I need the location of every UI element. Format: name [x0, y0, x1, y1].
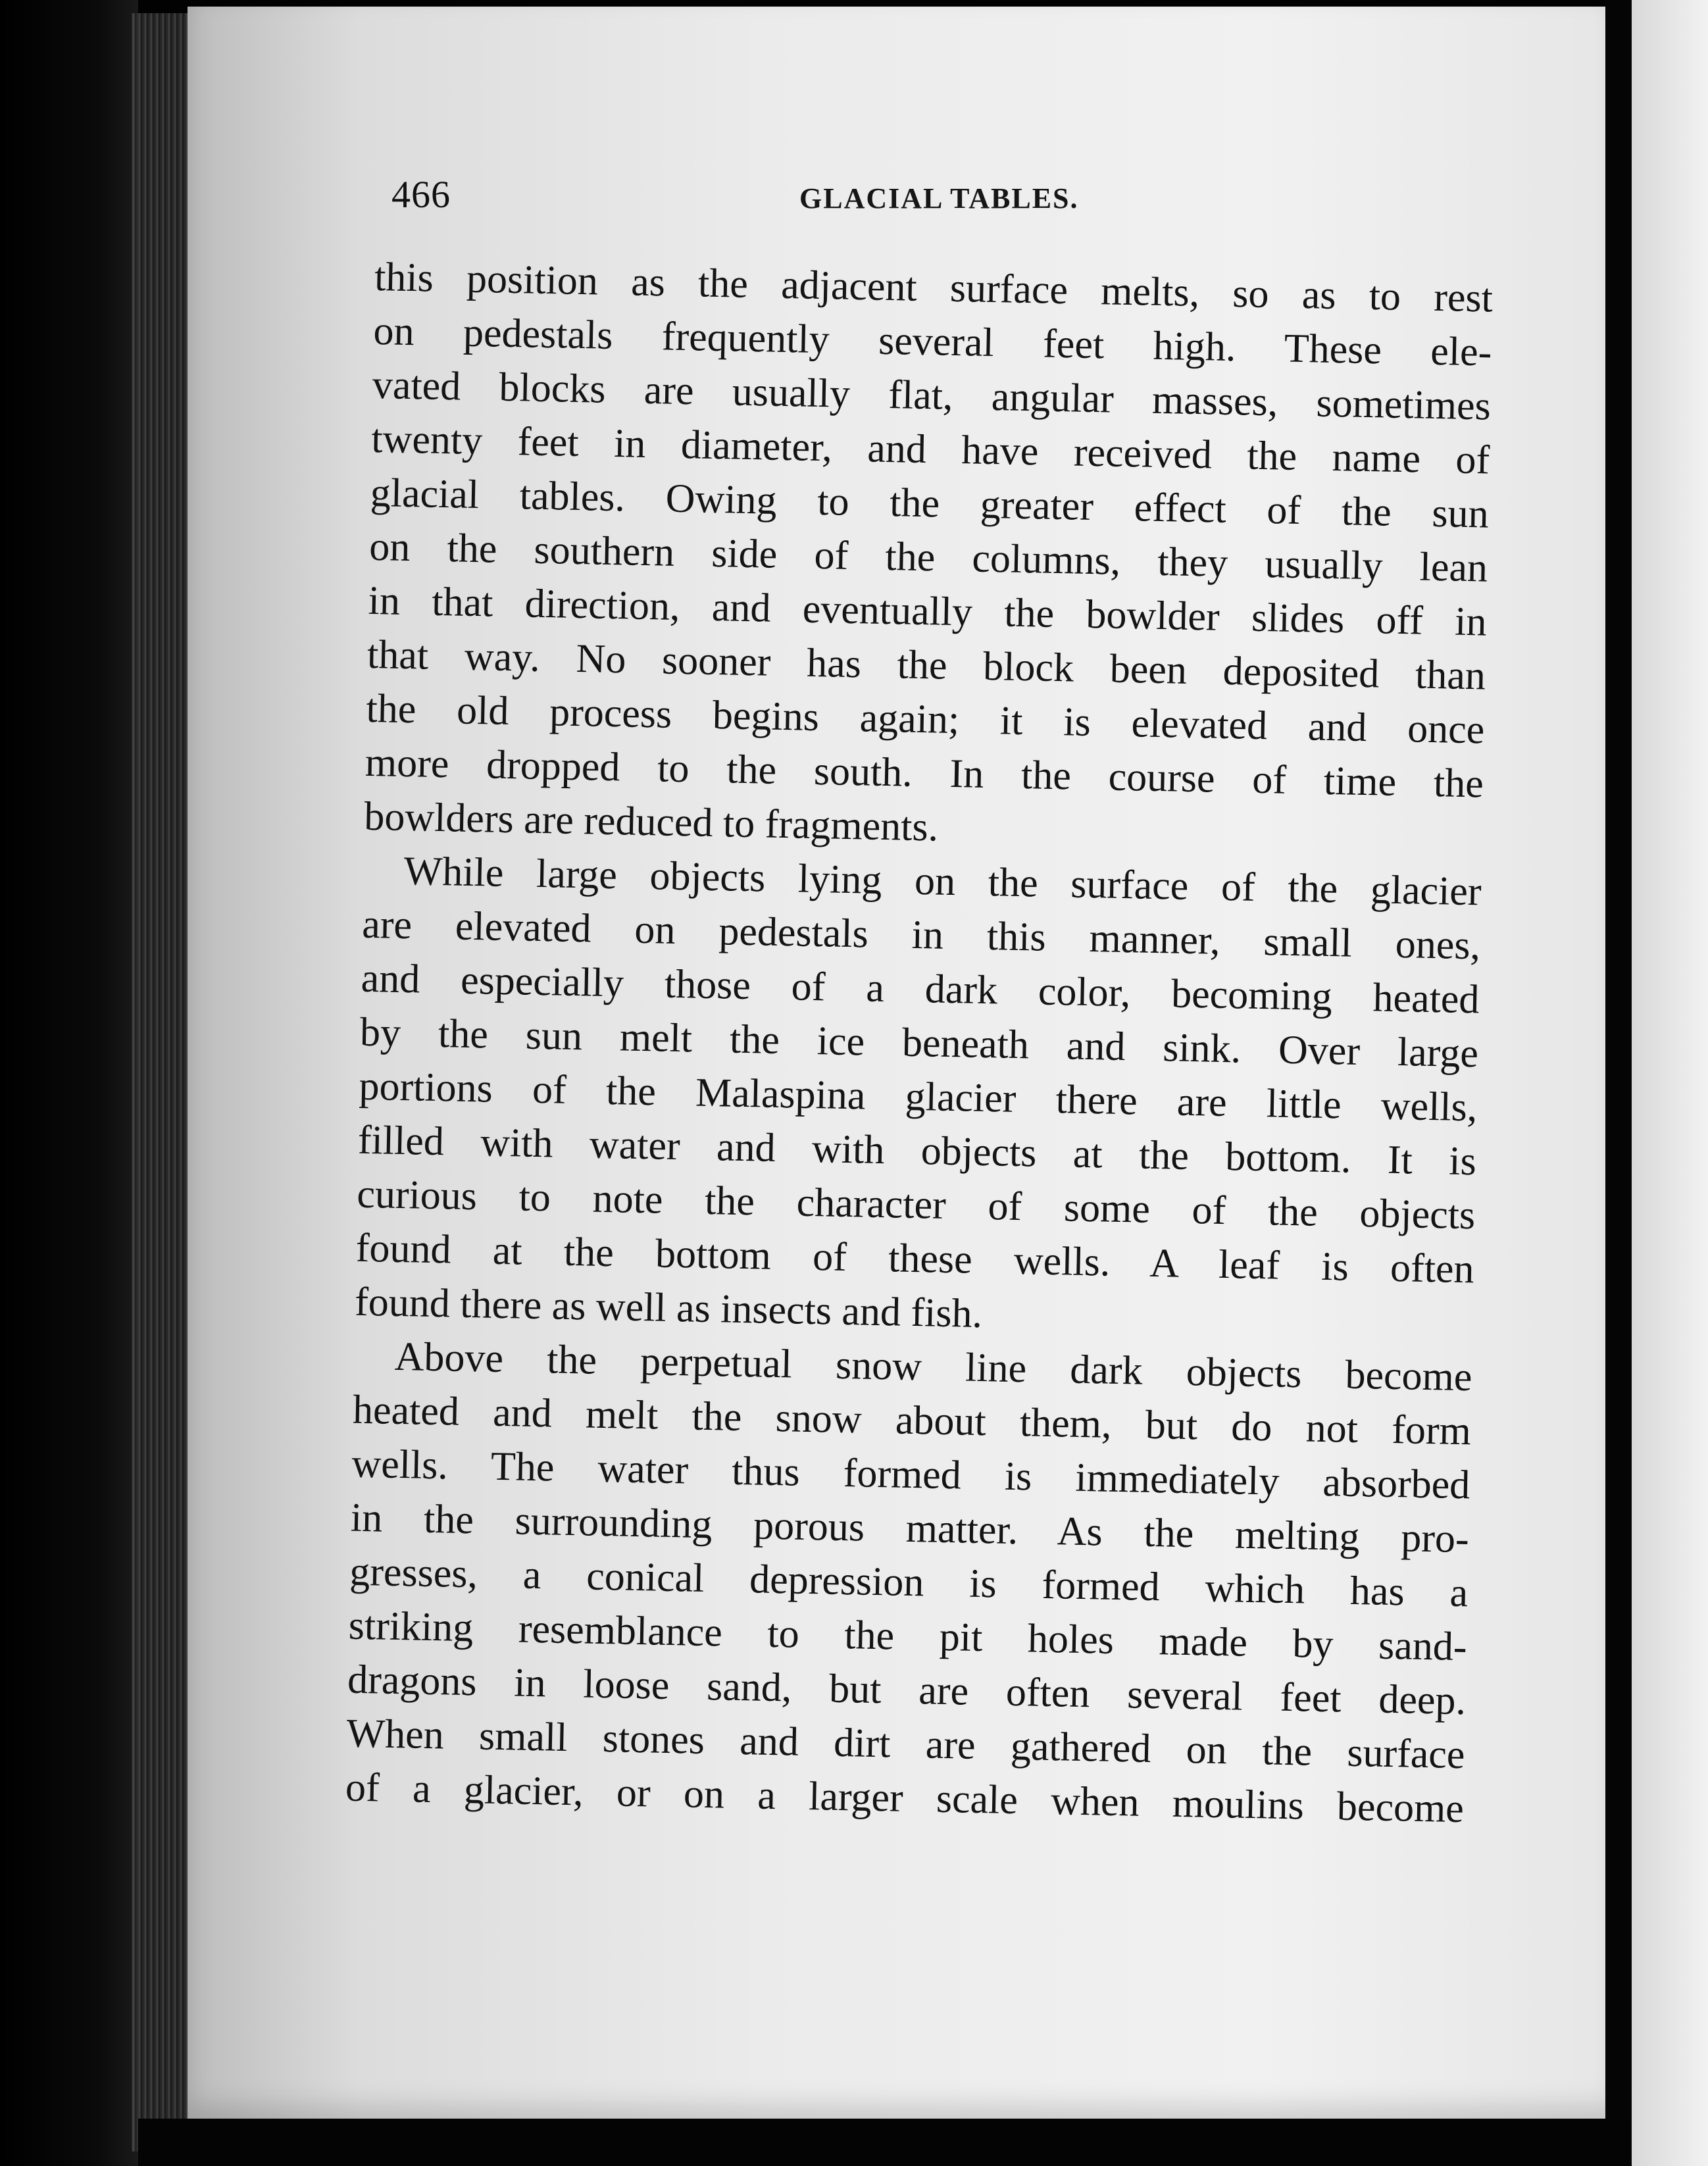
page-number: 466 — [391, 173, 451, 216]
text-line: gresses, a conical depression is formed which has a — [349, 1549, 1469, 1616]
text-line: in the surrounding porous matter. As the melting pro- — [350, 1495, 1470, 1562]
text-line: by the sun melt the ice beneath and sink. Over large — [359, 1009, 1479, 1076]
text-line: wells. The water thus formed is immediately absorbed — [351, 1441, 1470, 1508]
text-line: in that direction, and eventually the bowlder slides off in — [368, 578, 1488, 645]
adjacent-page-edge — [1632, 0, 1708, 2166]
book-gutter-shadow — [0, 0, 138, 2166]
text-line: on the southern side of the columns, they usually lean — [368, 524, 1488, 591]
paragraph-1 — [364, 250, 1494, 865]
text-line: dragons in loose sand, but are often several feet deep. — [347, 1657, 1467, 1724]
text-line: portions of the Malaspina glacier there are little wells, — [358, 1063, 1478, 1130]
text-line: of a glacier, or on a larger scale when moulins become — [345, 1765, 1465, 1832]
page-stack-edges — [132, 13, 191, 2152]
text-line: glacial tables. Owing to the greater effect of the sun — [370, 470, 1490, 537]
text-line: more dropped to the south. In the course of time the — [364, 740, 1484, 807]
text-line: filled with water and with objects at the bottom. It is — [357, 1117, 1477, 1184]
text-line: twenty feet in diameter, and have received the name of — [370, 416, 1490, 483]
running-title: GLACIAL TABLES. — [799, 182, 1079, 214]
text-line: vated blocks are usually flat, angular masses, sometimes — [372, 362, 1492, 429]
text-line: While large objects lying on the surface of the glacier — [403, 849, 1482, 915]
text-line: this position as the adjacent surface melts, so as to rest — [374, 254, 1494, 321]
page-fold-shadow — [1605, 0, 1632, 2166]
running-header — [391, 172, 1457, 232]
text-line: When small stones and dirt are gathered on the surface — [346, 1711, 1466, 1778]
text-line: striking resemblance to the pit holes made by sand- — [348, 1603, 1468, 1670]
text-line: heated and melt the snow about them, but do not form — [352, 1387, 1472, 1454]
bottom-shadow — [138, 2119, 1632, 2166]
text-line: curious to note the character of some of the objects — [356, 1171, 1476, 1238]
text-line: the old process begins again; it is elevated and once — [365, 686, 1485, 753]
paragraph-2 — [355, 844, 1482, 1350]
text-line: Above the perpetual snow line dark objects become — [394, 1334, 1473, 1400]
text-line: found there as well as insects and fish. — [354, 1279, 983, 1337]
text-line: that way. No sooner has the block been deposited than — [366, 632, 1486, 699]
text-line: are elevated on pedestals in this manner, small ones, — [361, 901, 1481, 969]
text-line: bowlders are reduced to fragments. — [363, 793, 939, 850]
text-line: and especially those of a dark color, becoming heated — [361, 955, 1480, 1022]
paragraph-3 — [345, 1329, 1472, 1836]
text-line: found at the bottom of these wells. A leaf is often — [355, 1225, 1475, 1292]
text-line: on pedestals frequently several feet high. These ele- — [372, 308, 1492, 375]
body-text — [345, 250, 1493, 1836]
